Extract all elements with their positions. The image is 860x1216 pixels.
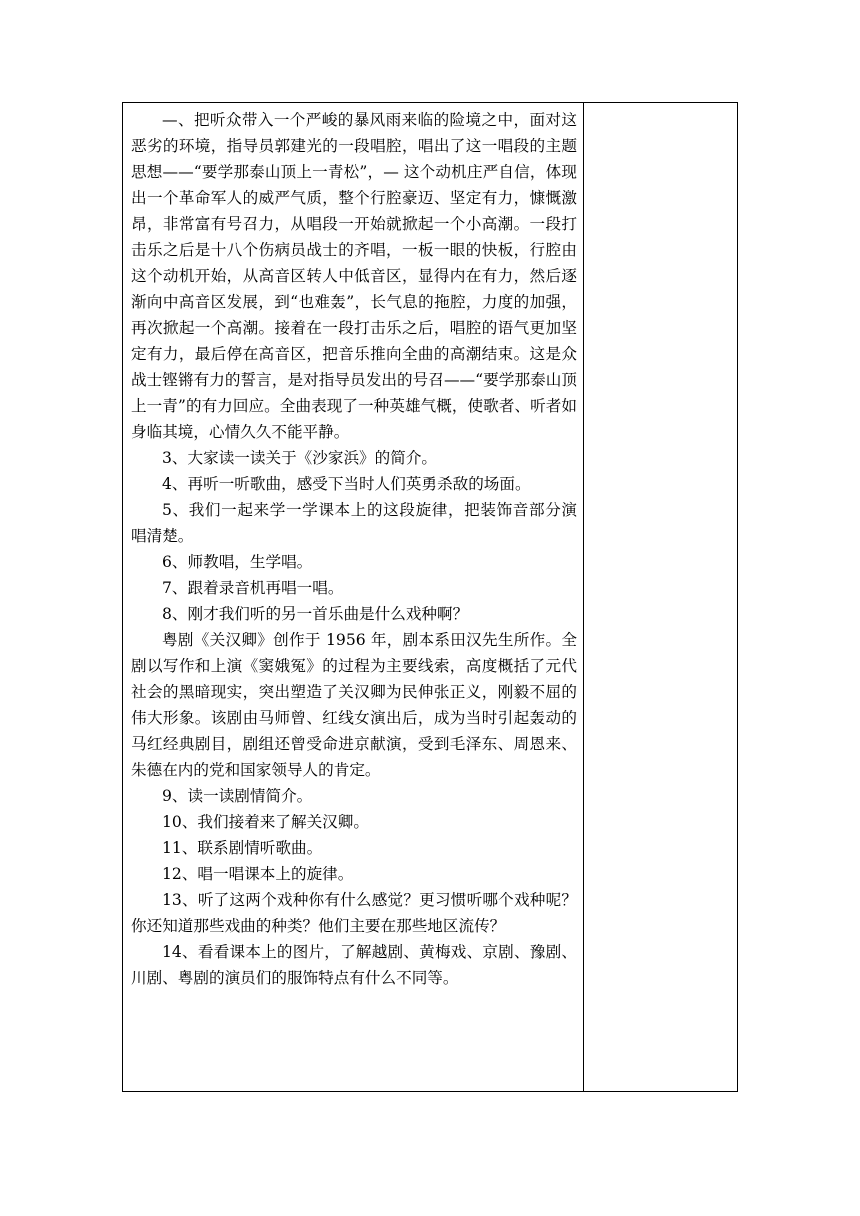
- paragraph-1: —、把听众带入一个严峻的暴风雨来临的险境之中，面对这恶劣的环境，指导员郭建光的一段唱腔，唱出了这一唱段的主题思想——“要学那泰山顶上一青松”，— 这个动机庄严自信，体现出一个革命军人的威严气质，整个行腔豪迈、坚定有力，慷慨激昂，非常富有号召力，从唱段一开始就掀起一个小高潮。一段打击乐之后是十八个伤病员战士的齐唱，一板一眼的快板，行腔由这个动机开始，从高音区转人中低音区，显得内在有力，然后逐渐向中高音区发展，到“也难轰”，长气息的拖腔，力度的加强，再次掀起一个高潮。接着在一段打击乐之后，唱腔的语气更加坚定有力，最后停在高音区，把音乐推向全曲的高潮结束。这是众战士铿锵有力的誓言，是对指导员发出的号召——“要学那泰山顶上一青”的有力回应。全曲表现了一种英雄气概，使歌者、听者如身临其境，心情久久不能平静。: [131, 111, 577, 441]
- paragraph-8: 粤剧《关汉卿》创作于 1956 年，剧本系田汉先生所作。全剧以写作和上演《窦娥冤》的过程为主要线索，高度概括了元代社会的黑暗现实，突出塑造了关汉卿为民伸张正义，刚毅不屈的伟大形象。该剧由马师曾、红线女演出后，成为当时引起轰动的马红经典剧目，剧组还曾受命进京献演，受到毛泽东、周恩来、朱德在内的党和国家领导人的肯定。: [131, 631, 577, 779]
- paragraph-5: 6、师教唱，生学唱。: [162, 553, 313, 571]
- paragraph-14: 14、看看课本上的图片，了解越剧、黄梅戏、京剧、豫剧、川剧、粤剧的演员们的服饰特点有什么不同等。: [131, 943, 577, 987]
- paragraph-3: 4、再听一听歌曲，感受下当时人们英勇杀敌的场面。: [162, 475, 531, 493]
- paragraph-2: 3、大家读一读关于《沙家浜》的简介。: [162, 449, 438, 467]
- paragraph-10: 10、我们接着来了解关汉卿。: [162, 813, 369, 831]
- paragraph-4: 5、我们一起来学一学课本上的这段旋律，把装饰音部分演唱清楚。: [131, 501, 577, 545]
- paragraph-12: 12、唱一唱课本上的旋律。: [162, 865, 354, 883]
- paragraph-11: 11、联系剧情听歌曲。: [162, 839, 323, 857]
- paragraph-13: 13、听了这两个戏种你有什么感觉？更习惯听哪个戏种呢？你还知道那些戏曲的种类？他们主要在那些地区流传？: [131, 891, 577, 935]
- lesson-content-cell: [131, 107, 577, 991]
- paragraph-7: 8、刚才我们听的另一首乐曲是什么戏种啊？: [162, 605, 469, 623]
- paragraph-6: 7、跟着录音机再唱一唱。: [162, 579, 344, 597]
- paragraph-9: 9、读一读剧情简介。: [162, 787, 313, 805]
- column-divider: [583, 102, 584, 1092]
